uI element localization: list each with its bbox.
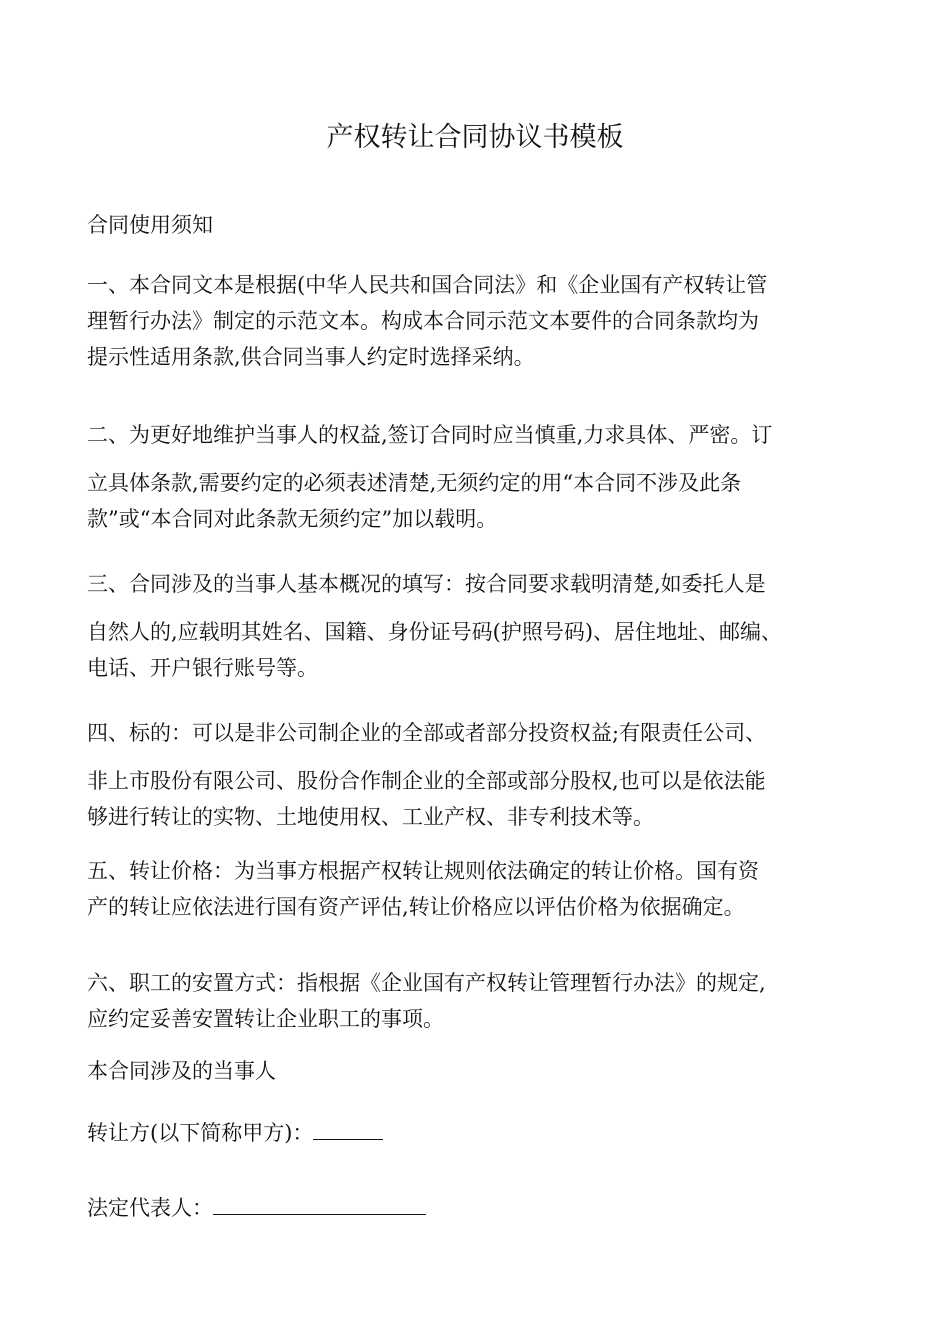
section-1-line-3: 提示性适用条款,供合同当事人约定时选择采纳。 bbox=[87, 345, 535, 369]
section-1-line-2: 理暂行办法》制定的示范文本。构成本合同示范文本要件的合同条款均为 bbox=[87, 309, 759, 333]
section-5-line-1: 五、转让价格：为当事方根据产权转让规则依法确定的转让价格。国有资 bbox=[87, 859, 759, 883]
transferor-label: 转让方(以下简称甲方)： bbox=[87, 1121, 314, 1145]
section-3-line-1: 三、合同涉及的当事人基本概况的填写：按合同要求载明清楚,如委托人是 bbox=[87, 572, 766, 596]
section-1-line-1: 一、本合同文本是根据(中华人民共和国合同法》和《企业国有产权转让管 bbox=[87, 273, 768, 297]
section-4 bbox=[87, 715, 887, 835]
transferor-row bbox=[87, 1115, 887, 1151]
section-2-line-2: 立具体条款,需要约定的必须表述清楚,无须约定的用“本合同不涉及此条 bbox=[87, 471, 742, 495]
section-6 bbox=[87, 965, 887, 1037]
section-2 bbox=[87, 417, 887, 537]
parties-heading: 本合同涉及的当事人 bbox=[87, 1059, 276, 1083]
section-3-line-3: 电话、开户银行账号等。 bbox=[87, 656, 318, 680]
section-2-line-1: 二、为更好地维护当事人的权益,签订合同时应当慎重,力求具体、严密。订 bbox=[87, 423, 773, 447]
section-3-line-2: 自然人的,应载明其姓名、国籍、身份证号码(护照号码)、居住地址、邮编、 bbox=[87, 620, 783, 644]
section-6-line-1: 六、职工的安置方式：指根据《企业国有产权转让管理暂行办法》的规定, bbox=[87, 971, 766, 995]
section-2-line-3: 款”或“本合同对此条款无须约定”加以载明。 bbox=[87, 507, 498, 531]
legal-rep-row bbox=[87, 1190, 887, 1226]
section-5 bbox=[87, 853, 887, 925]
section-5-line-2: 产的转让应依法进行国有资产评估,转让价格应以评估价格为依据确定。 bbox=[87, 895, 745, 919]
section-4-line-1: 四、标的：可以是非公司制企业的全部或者部分投资权益;有限责任公司、 bbox=[87, 721, 767, 745]
document-title: 产权转让合同协议书模板 bbox=[326, 122, 624, 153]
legal-rep-blank[interactable] bbox=[213, 1190, 426, 1215]
notice-heading: 合同使用须知 bbox=[87, 213, 213, 237]
section-3 bbox=[87, 566, 887, 686]
transferor-blank[interactable] bbox=[313, 1115, 383, 1140]
section-6-line-2: 应约定妥善安置转让企业职工的事项。 bbox=[87, 1007, 444, 1031]
section-4-line-2: 非上市股份有限公司、股份合作制企业的全部或部分股权,也可以是依法能 bbox=[87, 769, 766, 793]
legal-rep-label: 法定代表人： bbox=[87, 1196, 213, 1220]
section-4-line-3: 够进行转让的实物、土地使用权、工业产权、非专利技术等。 bbox=[87, 805, 654, 829]
section-1 bbox=[87, 267, 887, 375]
